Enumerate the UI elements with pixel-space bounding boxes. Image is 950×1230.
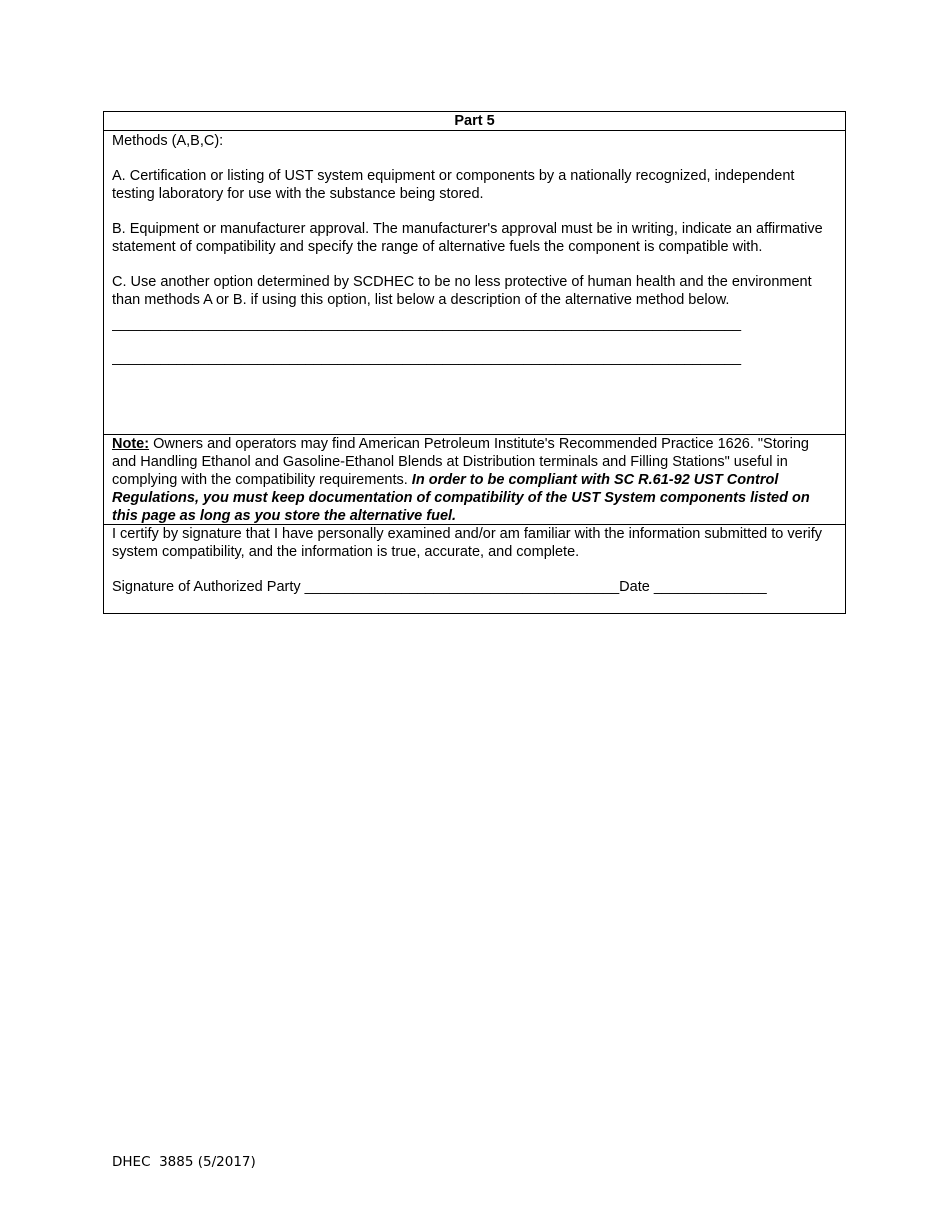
note-section [104, 435, 845, 525]
part-title: Part 5 [104, 112, 845, 131]
methods-heading: Methods (A,B,C): [112, 133, 224, 149]
part-5-form-table [103, 111, 846, 614]
method-a-text: A. Certification or listing of UST system equipment or components by a nationally recognized, independent testing laboratory for use with the substance being stored. [112, 168, 795, 202]
note-compliance-emphasis: In order to be compliant with SC R.61-92 UST Control Regulations, you must keep documentation of compatibility of the UST System components listed on this page as long as you store the alternative fuel. [112, 472, 810, 524]
alternative-method-line-1[interactable]: ______________________________________________________________________________ [112, 316, 742, 332]
note-paragraph [112, 435, 837, 525]
signature-line [112, 578, 837, 596]
date-field[interactable]: ______________ [653, 579, 767, 595]
note-label: Note: [112, 436, 150, 452]
certification-section [104, 525, 845, 613]
methods-section [104, 131, 845, 435]
certification-text: I certify by signature that I have personally examined and/or am familiar with the information submitted to verify system compatibility, and the information is true, accurate, and complete. [112, 526, 823, 560]
method-c-text: C. Use another option determined by SCDHEC to be no less protective of human health and the environment than methods A or B. if using this option, list below a description of the alternative method below. [112, 274, 812, 308]
method-b-text: B. Equipment or manufacturer approval. The manufacturer's approval must be in writing, indicate an affirmative statement of compatibility and specify the range of alternative fuels the component is compatible with. [112, 221, 823, 255]
note-text: Owners and operators may find American Petroleum Institute's Recommended Practice 1626. "Storing and Handling Ethanol and Gasoline-Ethanol Blends at Distribution terminals and Filling Stations" useful in complying with the compatibility requirements. [112, 436, 809, 488]
signature-label: Signature of Authorized Party [112, 579, 305, 595]
form-id-footer: DHEC 3885 (5/2017) [112, 1154, 256, 1170]
date-label: Date [619, 579, 654, 595]
alternative-method-line-2[interactable]: ______________________________________________________________________________ [112, 350, 742, 366]
signature-field[interactable]: _______________________________________ [304, 579, 620, 595]
